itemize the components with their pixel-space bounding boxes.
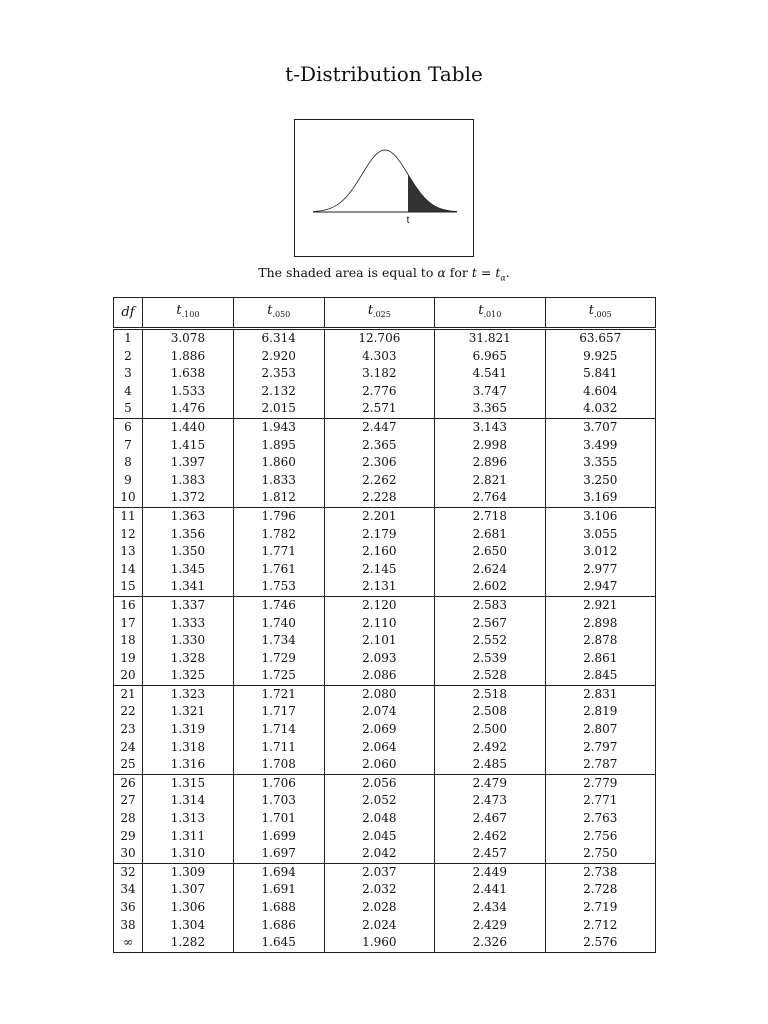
t-marker-label: t: [406, 215, 410, 226]
value-cell: 1.812: [233, 489, 324, 507]
value-cell: 1.960: [324, 934, 434, 952]
value-cell: 1.397: [143, 454, 234, 472]
value-cell: 5.841: [545, 365, 656, 383]
value-cell: 1.860: [233, 454, 324, 472]
value-cell: 2.567: [435, 615, 545, 633]
table-row: [114, 329, 656, 348]
df-cell: 16: [114, 596, 143, 614]
value-cell: 2.719: [545, 899, 656, 917]
density-curve: [313, 150, 457, 212]
value-cell: 2.947: [545, 578, 656, 596]
value-cell: 1.315: [143, 774, 234, 792]
value-cell: 3.143: [435, 418, 545, 436]
value-cell: 2.201: [324, 507, 434, 525]
value-cell: 2.052: [324, 792, 434, 810]
table-row: [114, 437, 656, 455]
table-row: [114, 561, 656, 579]
value-cell: 9.925: [545, 348, 656, 366]
value-cell: 1.415: [143, 437, 234, 455]
value-cell: 1.383: [143, 472, 234, 490]
value-cell: 2.845: [545, 667, 656, 685]
t-distribution-table: [113, 297, 656, 953]
table-row: [114, 650, 656, 668]
df-cell: 26: [114, 774, 143, 792]
value-cell: 2.861: [545, 650, 656, 668]
value-cell: 2.878: [545, 632, 656, 650]
value-cell: 1.307: [143, 881, 234, 899]
value-cell: 2.306: [324, 454, 434, 472]
value-cell: 1.753: [233, 578, 324, 596]
value-cell: 2.228: [324, 489, 434, 507]
value-cell: 2.624: [435, 561, 545, 579]
value-cell: 1.725: [233, 667, 324, 685]
value-cell: 2.485: [435, 756, 545, 774]
value-cell: 2.028: [324, 899, 434, 917]
value-cell: 3.169: [545, 489, 656, 507]
header-df: df: [114, 298, 143, 329]
value-cell: 1.694: [233, 863, 324, 881]
value-cell: 31.821: [435, 329, 545, 348]
value-cell: 1.310: [143, 845, 234, 863]
value-cell: 2.821: [435, 472, 545, 490]
value-cell: 63.657: [545, 329, 656, 348]
value-cell: 1.699: [233, 828, 324, 846]
table-row: [114, 615, 656, 633]
table-row: [114, 348, 656, 366]
value-cell: 2.429: [435, 917, 545, 935]
value-cell: 2.262: [324, 472, 434, 490]
value-cell: 3.250: [545, 472, 656, 490]
value-cell: 2.132: [233, 383, 324, 401]
header-t.100: $t_{.100}$: [143, 298, 234, 329]
value-cell: 1.721: [233, 685, 324, 703]
value-cell: 2.750: [545, 845, 656, 863]
value-cell: 3.355: [545, 454, 656, 472]
value-cell: 3.707: [545, 418, 656, 436]
table-row: [114, 454, 656, 472]
df-cell: 17: [114, 615, 143, 633]
df-cell: 32: [114, 863, 143, 881]
value-cell: 3.182: [324, 365, 434, 383]
value-cell: 3.078: [143, 329, 234, 348]
df-cell: 6: [114, 418, 143, 436]
value-cell: 2.145: [324, 561, 434, 579]
df-cell: 23: [114, 721, 143, 739]
value-cell: 2.353: [233, 365, 324, 383]
table-row: [114, 526, 656, 544]
value-cell: 1.309: [143, 863, 234, 881]
table-row: [114, 418, 656, 436]
value-cell: 3.499: [545, 437, 656, 455]
value-cell: 2.048: [324, 810, 434, 828]
value-cell: 1.476: [143, 400, 234, 418]
value-cell: 2.492: [435, 739, 545, 757]
df-cell: 1: [114, 329, 143, 348]
table-row: [114, 596, 656, 614]
value-cell: 2.479: [435, 774, 545, 792]
value-cell: 2.738: [545, 863, 656, 881]
shaded-tail-area: [408, 174, 457, 212]
value-cell: 2.131: [324, 578, 434, 596]
value-cell: 2.449: [435, 863, 545, 881]
value-cell: 2.797: [545, 739, 656, 757]
table-row: [114, 472, 656, 490]
df-cell: 30: [114, 845, 143, 863]
value-cell: 2.539: [435, 650, 545, 668]
value-cell: 1.323: [143, 685, 234, 703]
page-title: t-Distribution Table: [285, 62, 483, 86]
value-cell: 2.763: [545, 810, 656, 828]
value-cell: 2.728: [545, 881, 656, 899]
value-cell: 2.069: [324, 721, 434, 739]
distribution-figure: [294, 119, 474, 257]
value-cell: 1.734: [233, 632, 324, 650]
df-cell: 4: [114, 383, 143, 401]
table-row: [114, 578, 656, 596]
value-cell: 2.787: [545, 756, 656, 774]
table-row: [114, 792, 656, 810]
value-cell: 6.314: [233, 329, 324, 348]
value-cell: 12.706: [324, 329, 434, 348]
value-cell: 1.356: [143, 526, 234, 544]
value-cell: 1.440: [143, 418, 234, 436]
value-cell: 2.042: [324, 845, 434, 863]
value-cell: 3.012: [545, 543, 656, 561]
value-cell: 1.333: [143, 615, 234, 633]
value-cell: 4.541: [435, 365, 545, 383]
header-t.010: $t_{.010}$: [435, 298, 545, 329]
value-cell: 2.508: [435, 703, 545, 721]
table-row: [114, 489, 656, 507]
value-cell: 1.372: [143, 489, 234, 507]
df-cell: 21: [114, 685, 143, 703]
value-cell: 1.703: [233, 792, 324, 810]
value-cell: 1.341: [143, 578, 234, 596]
df-cell: 25: [114, 756, 143, 774]
value-cell: 1.330: [143, 632, 234, 650]
value-cell: 1.943: [233, 418, 324, 436]
value-cell: 1.697: [233, 845, 324, 863]
value-cell: 2.528: [435, 667, 545, 685]
df-cell: 5: [114, 400, 143, 418]
value-cell: 2.681: [435, 526, 545, 544]
value-cell: 2.583: [435, 596, 545, 614]
value-cell: 2.571: [324, 400, 434, 418]
value-cell: 1.895: [233, 437, 324, 455]
df-cell: 22: [114, 703, 143, 721]
table-row: [114, 400, 656, 418]
value-cell: 1.304: [143, 917, 234, 935]
value-cell: 2.434: [435, 899, 545, 917]
value-cell: 1.328: [143, 650, 234, 668]
table-body: [114, 329, 656, 953]
value-cell: 6.965: [435, 348, 545, 366]
df-cell: 29: [114, 828, 143, 846]
df-cell: 9: [114, 472, 143, 490]
value-cell: 3.365: [435, 400, 545, 418]
df-cell: 19: [114, 650, 143, 668]
value-cell: 1.708: [233, 756, 324, 774]
value-cell: 2.074: [324, 703, 434, 721]
value-cell: 1.306: [143, 899, 234, 917]
value-cell: 2.771: [545, 792, 656, 810]
value-cell: 2.032: [324, 881, 434, 899]
value-cell: 2.807: [545, 721, 656, 739]
table-row: [114, 739, 656, 757]
value-cell: 4.032: [545, 400, 656, 418]
value-cell: 2.712: [545, 917, 656, 935]
value-cell: 2.110: [324, 615, 434, 633]
value-cell: 2.326: [435, 934, 545, 952]
value-cell: 2.977: [545, 561, 656, 579]
value-cell: 1.711: [233, 739, 324, 757]
value-cell: 2.467: [435, 810, 545, 828]
value-cell: 2.518: [435, 685, 545, 703]
table-row: [114, 899, 656, 917]
table-row: [114, 632, 656, 650]
df-cell: 7: [114, 437, 143, 455]
df-cell: 13: [114, 543, 143, 561]
value-cell: 2.462: [435, 828, 545, 846]
t-curve-diagram: [295, 120, 475, 258]
value-cell: 2.037: [324, 863, 434, 881]
value-cell: 1.771: [233, 543, 324, 561]
table-row: [114, 721, 656, 739]
df-cell: 27: [114, 792, 143, 810]
value-cell: 1.714: [233, 721, 324, 739]
df-cell: 15: [114, 578, 143, 596]
value-cell: 2.896: [435, 454, 545, 472]
value-cell: 2.060: [324, 756, 434, 774]
value-cell: 2.365: [324, 437, 434, 455]
df-cell: 18: [114, 632, 143, 650]
header-t.005: $t_{.005}$: [545, 298, 656, 329]
table-row: [114, 828, 656, 846]
value-cell: 2.015: [233, 400, 324, 418]
value-cell: 2.718: [435, 507, 545, 525]
df-cell: 24: [114, 739, 143, 757]
table-row: [114, 934, 656, 952]
value-cell: 1.717: [233, 703, 324, 721]
value-cell: 1.321: [143, 703, 234, 721]
value-cell: 2.457: [435, 845, 545, 863]
value-cell: 1.282: [143, 934, 234, 952]
value-cell: 2.602: [435, 578, 545, 596]
table-row: [114, 774, 656, 792]
value-cell: 1.740: [233, 615, 324, 633]
value-cell: 1.316: [143, 756, 234, 774]
value-cell: 2.756: [545, 828, 656, 846]
value-cell: 1.337: [143, 596, 234, 614]
value-cell: 2.024: [324, 917, 434, 935]
value-cell: 3.106: [545, 507, 656, 525]
value-cell: 2.776: [324, 383, 434, 401]
value-cell: 2.779: [545, 774, 656, 792]
value-cell: 2.500: [435, 721, 545, 739]
value-cell: 2.086: [324, 667, 434, 685]
df-cell: 36: [114, 899, 143, 917]
figure-caption: The shaded area is equal to α for $t = t_\alpha$.: [258, 265, 510, 283]
value-cell: 1.761: [233, 561, 324, 579]
df-cell: 3: [114, 365, 143, 383]
table-row: [114, 917, 656, 935]
table-row: [114, 507, 656, 525]
value-cell: 1.638: [143, 365, 234, 383]
value-cell: 1.319: [143, 721, 234, 739]
df-cell: 34: [114, 881, 143, 899]
value-cell: 2.101: [324, 632, 434, 650]
table-row: [114, 703, 656, 721]
table-row: [114, 863, 656, 881]
table-row: [114, 365, 656, 383]
value-cell: 2.120: [324, 596, 434, 614]
value-cell: 2.552: [435, 632, 545, 650]
value-cell: 1.701: [233, 810, 324, 828]
value-cell: 1.318: [143, 739, 234, 757]
table-row: [114, 685, 656, 703]
value-cell: 1.796: [233, 507, 324, 525]
value-cell: 1.363: [143, 507, 234, 525]
table-row: [114, 810, 656, 828]
table-header-row: [114, 298, 656, 329]
value-cell: 3.747: [435, 383, 545, 401]
value-cell: 2.473: [435, 792, 545, 810]
value-cell: 2.650: [435, 543, 545, 561]
df-cell: ∞: [114, 934, 143, 952]
value-cell: 1.782: [233, 526, 324, 544]
df-cell: 8: [114, 454, 143, 472]
value-cell: 1.311: [143, 828, 234, 846]
header-t.050: $t_{.050}$: [233, 298, 324, 329]
value-cell: 4.303: [324, 348, 434, 366]
df-cell: 38: [114, 917, 143, 935]
value-cell: 2.920: [233, 348, 324, 366]
table-row: [114, 845, 656, 863]
value-cell: 2.080: [324, 685, 434, 703]
value-cell: 4.604: [545, 383, 656, 401]
value-cell: 2.764: [435, 489, 545, 507]
value-cell: 1.706: [233, 774, 324, 792]
value-cell: 2.056: [324, 774, 434, 792]
value-cell: 2.831: [545, 685, 656, 703]
value-cell: 2.921: [545, 596, 656, 614]
df-cell: 14: [114, 561, 143, 579]
value-cell: 2.447: [324, 418, 434, 436]
df-cell: 10: [114, 489, 143, 507]
value-cell: 2.576: [545, 934, 656, 952]
value-cell: 1.325: [143, 667, 234, 685]
df-cell: 20: [114, 667, 143, 685]
value-cell: 1.345: [143, 561, 234, 579]
table-row: [114, 667, 656, 685]
value-cell: 3.055: [545, 526, 656, 544]
value-cell: 2.160: [324, 543, 434, 561]
value-cell: 1.729: [233, 650, 324, 668]
value-cell: 2.093: [324, 650, 434, 668]
value-cell: 1.350: [143, 543, 234, 561]
value-cell: 1.314: [143, 792, 234, 810]
table-row: [114, 756, 656, 774]
df-cell: 12: [114, 526, 143, 544]
header-t.025: $t_{.025}$: [324, 298, 434, 329]
value-cell: 2.998: [435, 437, 545, 455]
table-row: [114, 383, 656, 401]
value-cell: 1.313: [143, 810, 234, 828]
value-cell: 2.064: [324, 739, 434, 757]
value-cell: 1.746: [233, 596, 324, 614]
value-cell: 1.533: [143, 383, 234, 401]
df-cell: 28: [114, 810, 143, 828]
value-cell: 2.045: [324, 828, 434, 846]
df-cell: 2: [114, 348, 143, 366]
df-cell: 11: [114, 507, 143, 525]
value-cell: 1.833: [233, 472, 324, 490]
table-row: [114, 881, 656, 899]
value-cell: 1.688: [233, 899, 324, 917]
value-cell: 1.886: [143, 348, 234, 366]
value-cell: 2.179: [324, 526, 434, 544]
value-cell: 1.691: [233, 881, 324, 899]
value-cell: 2.819: [545, 703, 656, 721]
value-cell: 2.898: [545, 615, 656, 633]
value-cell: 1.645: [233, 934, 324, 952]
table-row: [114, 543, 656, 561]
value-cell: 1.686: [233, 917, 324, 935]
value-cell: 2.441: [435, 881, 545, 899]
